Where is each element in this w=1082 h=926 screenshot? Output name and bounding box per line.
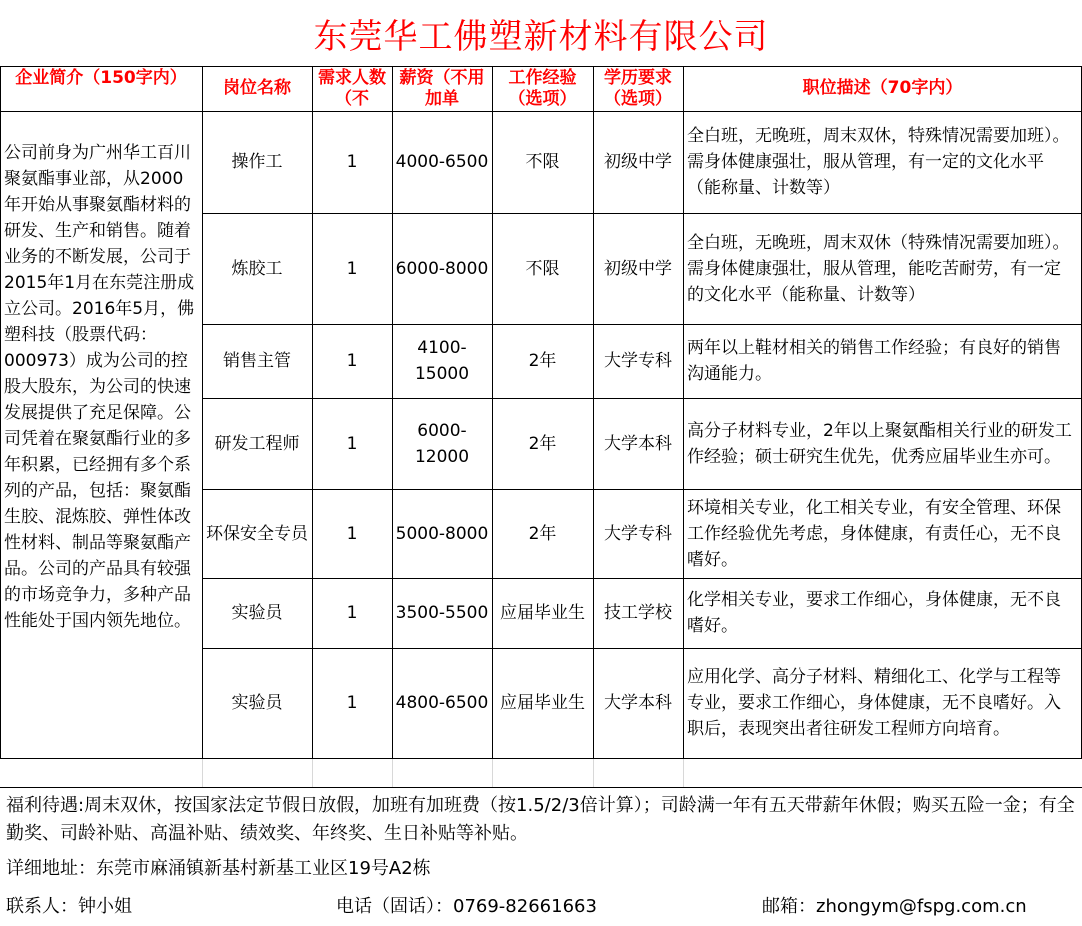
position-cell: 研发工程师 <box>214 433 300 454</box>
benefits-text: 福利待遇:周末双休，按国家法定节假日放假，加班有加班费（按1.5/2/3倍计算）；司龄满一年有五天带薪年休假；购买五险一金；有全勤奖、司龄补贴、高温补贴、绩效奖、年终奖、生日补贴等补贴。 <box>6 795 1075 844</box>
education-cell: 技工学校 <box>604 603 672 623</box>
count-cell: 1 <box>346 351 358 371</box>
salary-cell: 4800-6500 <box>395 693 489 713</box>
description-cell: 全白班，无晚班，周末双休（特殊情况需要加班）。需身体健康强壮，服从管理，能吃苦耐劳，有一定的文化水平（能称量、计数等） <box>687 232 1070 305</box>
salary-cell: 5000-8000 <box>395 523 489 544</box>
position-cell: 环保安全专员 <box>206 523 308 544</box>
position-cell: 销售主管 <box>223 351 291 371</box>
header-education: 学历要求（选项） <box>604 68 672 109</box>
salary-cell: 6000-8000 <box>395 258 489 279</box>
count-cell: 1 <box>346 693 358 713</box>
experience-cell: 不限 <box>525 152 560 172</box>
description-cell: 全白班，无晚班，周末双休，特殊情况需要加班）。需身体健康强壮，服从管理，有一定的文化水平（能称量、计数等） <box>687 126 1070 198</box>
position-cell: 操作工 <box>231 152 283 172</box>
address-text: 详细地址：东莞市麻涌镇新基村新基工业区19号A2栋 <box>6 858 431 879</box>
description-cell: 应用化学、高分子材料、精细化工、化学与工程等专业，要求工作细心，身体健康，无不良嗜好。入职后，表现突出者往研发工程师方向培育。 <box>687 667 1061 739</box>
phone-number: 电话（固话）：0769-82661663 <box>336 896 597 917</box>
experience-cell: 应届毕业生 <box>500 693 585 713</box>
education-cell: 大学专科 <box>604 523 672 544</box>
salary-cell: 4000-6500 <box>395 152 489 172</box>
experience-cell: 2年 <box>528 523 557 544</box>
position-cell: 实验员 <box>231 693 283 713</box>
email-address: 邮箱：zhongym@fspg.com.cn <box>762 896 1027 917</box>
company-intro: 公司前身为广州华工百川聚氨酯事业部，从2000年开始从事聚氨酯材料的研发、生产和销售。随着业务的不断发展，公司于2015年1月在东莞注册成立公司。2016年5月，佛塑科技（股票代码：000973）成为公司的控股大股东，为公司的快速发展提供了充足保障。公司凭着在聚氨酯行业的多年积累，已经拥有多个系列的产品，包括：聚氨酯生胶、混炼胶、弹性体改性材料、制品等聚氨酯产品。公司的产品具有较强的市场竞争力，多种产品性能处于国内领先地位。 <box>4 143 195 631</box>
education-cell: 初级中学 <box>604 258 672 279</box>
experience-cell: 2年 <box>528 433 557 454</box>
experience-cell: 不限 <box>525 258 560 279</box>
education-cell: 大学本科 <box>604 693 672 713</box>
header-description: 职位描述（70字内） <box>802 78 963 98</box>
description-cell: 化学相关专业，要求工作细心，身体健康，无不良嗜好。 <box>687 590 1061 636</box>
salary-cell: 4100-15000 <box>414 338 470 384</box>
position-cell: 炼胶工 <box>231 258 283 279</box>
education-cell: 大学专科 <box>604 351 672 371</box>
count-cell: 1 <box>346 523 358 544</box>
header-count: 需求人数（不 <box>318 68 386 109</box>
header-salary: 薪资（不用加单 <box>399 68 485 109</box>
education-cell: 初级中学 <box>604 152 672 172</box>
experience-cell: 应届毕业生 <box>500 603 585 623</box>
education-cell: 大学本科 <box>604 433 672 454</box>
count-cell: 1 <box>346 258 358 279</box>
contact-person: 联系人：钟小姐 <box>6 896 132 917</box>
description-cell: 两年以上鞋材相关的销售工作经验；有良好的销售沟通能力。 <box>687 338 1061 384</box>
header-intro: 企业简介（150字内） <box>15 68 187 88</box>
salary-cell: 6000-12000 <box>414 420 470 467</box>
description-cell: 环境相关专业，化工相关专业，有安全管理、环保工作经验优先考虑，身体健康，有责任心，无不良嗜好。 <box>687 497 1061 570</box>
header-experience: 工作经验（选项） <box>508 68 577 109</box>
description-cell: 高分子材料专业，2年以上聚氨酯相关行业的研发工作经验；硕士研究生优先，优秀应届毕业生亦可。 <box>687 420 1072 467</box>
position-cell: 实验员 <box>231 603 283 623</box>
count-cell: 1 <box>346 603 358 623</box>
header-position: 岗位名称 <box>223 78 291 98</box>
salary-cell: 3500-5500 <box>395 603 489 623</box>
company-title: 东莞华工佛塑新材料有限公司 <box>313 16 769 57</box>
experience-cell: 2年 <box>528 351 557 371</box>
count-cell: 1 <box>346 433 358 454</box>
count-cell: 1 <box>346 152 358 172</box>
